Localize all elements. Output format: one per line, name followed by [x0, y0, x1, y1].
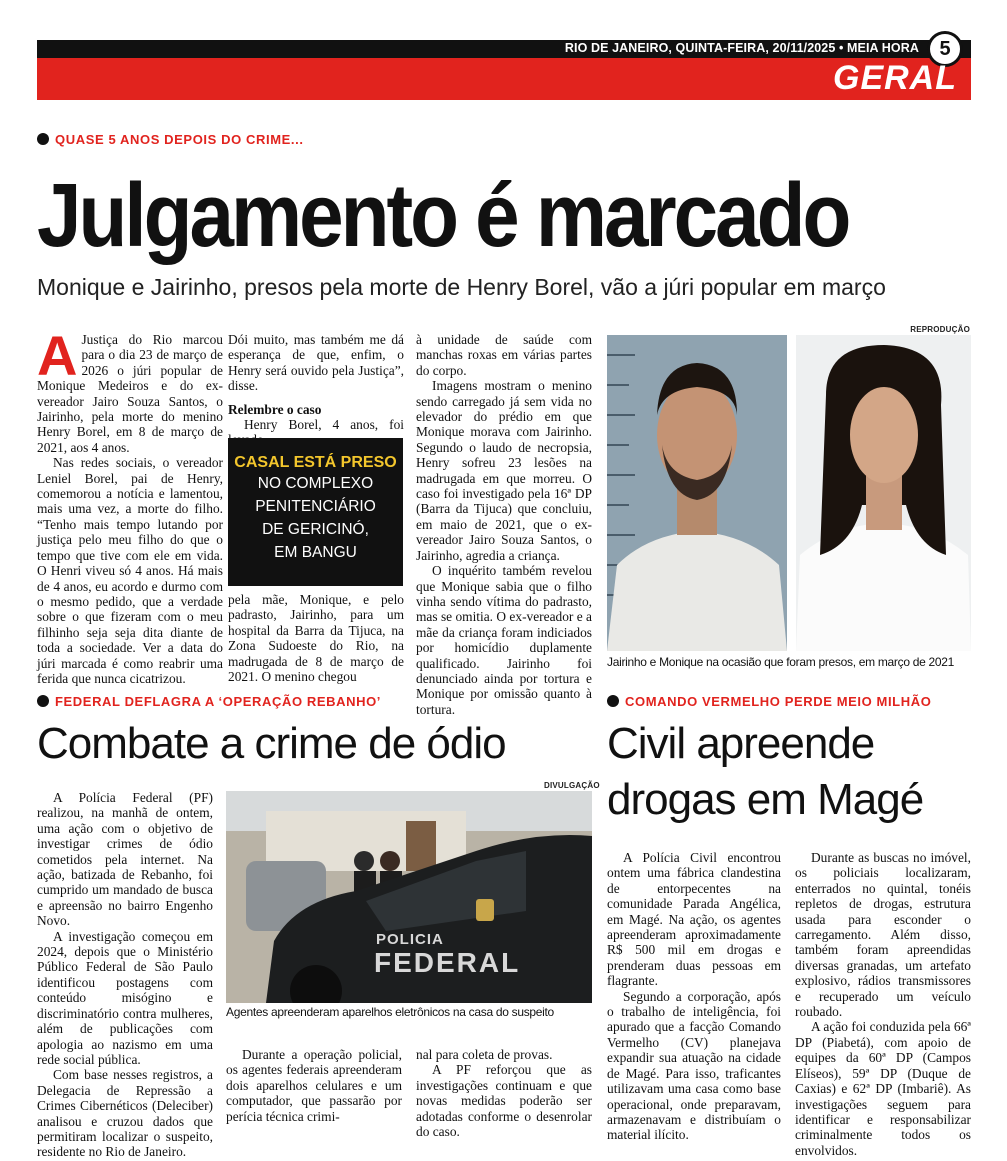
bullet-icon [607, 695, 619, 707]
photo-credit: REPRODUÇÃO [910, 325, 970, 334]
bullet-icon [37, 695, 49, 707]
top-story-column-1 [37, 324, 223, 686]
paragraph-text: Justiça do Rio marcou para o dia 23 de março de 2026 o júri popular de Monique Medeiros e do ex-vereador Jairo Souza Santos, o Jairinho, pela morte do menino Henry Borel, em 8 de março de 2021, aos 4 anos. [37, 332, 223, 455]
police-photo [226, 791, 592, 1003]
federal-badge-icon [476, 899, 494, 921]
article-paragraph: A Polícia Civil encontrou ontem uma fábrica clandestina de entorpecentes na comunidade Parada Angélica, em Magé. Na ação, os agentes apreenderam aproximadamente R$ 500 mil em drogas e prenderam duas pessoas em flagrante. [607, 850, 781, 989]
article-paragraph: pela mãe, Monique, e pelo padrasto, Jairinho, para um hospital da Barra da Tijuca, na Zona Sudoeste do Rio, na madrugada de 8 de março de 2021. O menino chegou [228, 592, 404, 685]
jairinho-image [607, 335, 787, 651]
story2-column-1 [37, 790, 213, 1160]
bullet-icon [37, 133, 49, 145]
article-paragraph: nal para coleta de provas. [416, 1047, 553, 1062]
article-paragraph: A investigação começou em 2024, depois que o Ministério Público Federal de São Paulo identificou postagens com conteúdo misógino e discriminatório contra mulheres, além de publicações com apologia ao nazismo em uma rede social pública. [37, 928, 213, 1067]
story3-column-2 [795, 850, 971, 1158]
monique-image [796, 335, 971, 651]
top-story-column-2-top [228, 332, 404, 448]
article-paragraph: à unidade de saúde com manchas roxas em várias partes do corpo. [416, 332, 592, 378]
jairinho-photo [607, 335, 787, 651]
article-paragraph [37, 324, 223, 455]
dateline: RIO DE JANEIRO, QUINTA-FEIRA, 20/11/2025 • MEIA HORA [564, 41, 919, 55]
story2-headline: Combate a crime de ódio [37, 719, 506, 768]
story2-column-2 [226, 1047, 402, 1124]
info-box-title: CASAL ESTÁ PRESO [234, 454, 397, 471]
kicker-text: FEDERAL DEFLAGRA A ‘OPERAÇÃO REBANHO’ [55, 694, 382, 709]
top-story-headline: Julgamento é marcado [37, 165, 849, 266]
story2-column-3 [416, 1047, 592, 1139]
info-box-line: EM BANGU [274, 544, 357, 561]
article-paragraph: O inquérito também revelou que Monique sabia que o filho vinha sendo vítima do padrasto, mas se omitia. O ex-vereador e a mãe da criança foram indiciados por homicídio duplamente qualificado. Jairinho foi denunciado ainda por tortura e Monique por omissão quanto à tortura. [416, 563, 592, 717]
info-box-line: PENITENCIÁRIO [255, 498, 376, 515]
info-box [228, 438, 403, 586]
story3-column-1 [607, 850, 781, 1143]
article-paragraph: Durante a operação policial, os agentes federais apreenderam dois aparelhos celulares e um computador, que passarão por perícia técnica crimi- [226, 1047, 402, 1124]
article-paragraph: A Polícia Federal (PF) realizou, na manhã de ontem, uma ação com o objetivo de investigar crimes de ódio cometidos pela internet. Na ação, batizada de Rebanho, foi cumprido um mandado de busca e apreensão no bairro Engenho Novo. [37, 790, 213, 929]
article-paragraph: Durante as buscas no imóvel, os policiais localizaram, enterrados no quintal, tonéis repletos de drogas, estrutura usada para esconder o carregamento. Além disso, também foram apreendidas diversas granadas, um artefato explosivo, rádios transmissores e recuperado um veículo roubado. [795, 850, 971, 1020]
info-box-line: NO COMPLEXO [257, 475, 374, 492]
photo-credit: DIVULGAÇÃO [544, 781, 600, 790]
top-story-subhead: Monique e Jairinho, presos pela morte de Henry Borel, vão a júri popular em março [37, 274, 886, 300]
page-number: 5 [927, 31, 963, 67]
info-box-line: DE GERICINÓ, [262, 521, 369, 538]
story3-headline-line-1: Civil apreende [607, 719, 875, 768]
kicker-text: QUASE 5 ANOS DEPOIS DO CRIME... [55, 132, 304, 147]
monique-photo [796, 335, 971, 651]
article-paragraph: Com base nesses registros, a Delegacia de Repressão a Crimes Cibernéticos (Deleciber) analisou e cruzou dados que permitiram localizar o suspeito, residente no Rio de Janeiro. [37, 1067, 213, 1160]
article-paragraph: Henry Borel, 4 anos, foi [244, 417, 404, 433]
photo-caption: Agentes apreenderam aparelhos eletrônicos na casa do suspeito [226, 1005, 554, 1019]
article-paragraph: Imagens mostram o menino sendo carregado já sem vida no elevador do prédio em que Monique morava com Jairinho. Segundo o laudo de necropsia, Henry sofreu 23 lesões na madrugada em que morreu. O caso foi investigado pela 16ª DP (Barra da Tijuca) que concluiu, em maio de 2021, que o ex-vereador Jairo Souza Santos, o Jairinho, agredia a criança. [416, 378, 592, 563]
section-title: GERAL [833, 59, 957, 97]
kicker-text: COMANDO VERMELHO PERDE MEIO MILHÃO [625, 694, 932, 709]
story3-headline-line-2: drogas em Magé [607, 775, 924, 824]
vehicle-text-federal: FEDERAL [374, 947, 521, 978]
section-band [37, 58, 971, 100]
top-story-column-3 [416, 332, 592, 717]
article-paragraph: Dói muito, mas também me dá esperança de que, enfim, o Henry será ouvido pela Justiça”, disse. [228, 332, 404, 394]
drop-cap: A [37, 324, 78, 387]
story3-kicker [607, 694, 931, 709]
article-paragraph: A PF reforçou que as investigações continuam e que novas medidas poderão ser adotadas conforme o desenrolar do caso. [416, 1062, 592, 1140]
photo-caption: Jairinho e Monique na ocasião que foram presos, em março de 2021 [607, 655, 955, 669]
article-paragraph: Nas redes sociais, o vereador Leniel Borel, pai de Henry, comemorou a notícia e lamentou, mais uma vez, a morte do filho. “Tenho mais tempo lutando por justiça pelo meu filho do que o tempo que tive com ele em vida. O Henri viveu só 4 anos. Há mais de 4 anos, eu acordo e durmo com o mesmo pedido, que a verdade sobre o que fizeram com o meu filhinho seja seja dita diante de toda a sociedade. Ver a data do júri marcada é como reabrir uma ferida que nunca cicatrizou. [37, 455, 223, 686]
top-story-kicker [37, 132, 304, 147]
vehicle-text-policia: POLICIA [376, 931, 444, 948]
top-story-column-2-bottom [228, 592, 404, 684]
article-paragraph: A ação foi conduzida pela 66ª DP (Piabetá), com apoio de equipes da 60ª DP (Campos Elíseos), 59ª DP (Duque de Caxias) e 62ª DP (Imbariê). As investigações seguem para identificar e responsabilizar criminalmente todos os envolvidos. [795, 1019, 971, 1158]
article-subtitle: Relembre o caso [228, 401, 322, 417]
article-paragraph: Segundo a corporação, após o trabalho de inteligência, foi apurado que a facção Comando Vermelho (CV) planejava expandir sua atuação na cidade de Magé. Para isso, traficantes utilizavam uma casa como base operacional, onde preparavam, armazenavam e distribuíam o material ilícito. [607, 988, 781, 1143]
story2-kicker [37, 694, 381, 709]
